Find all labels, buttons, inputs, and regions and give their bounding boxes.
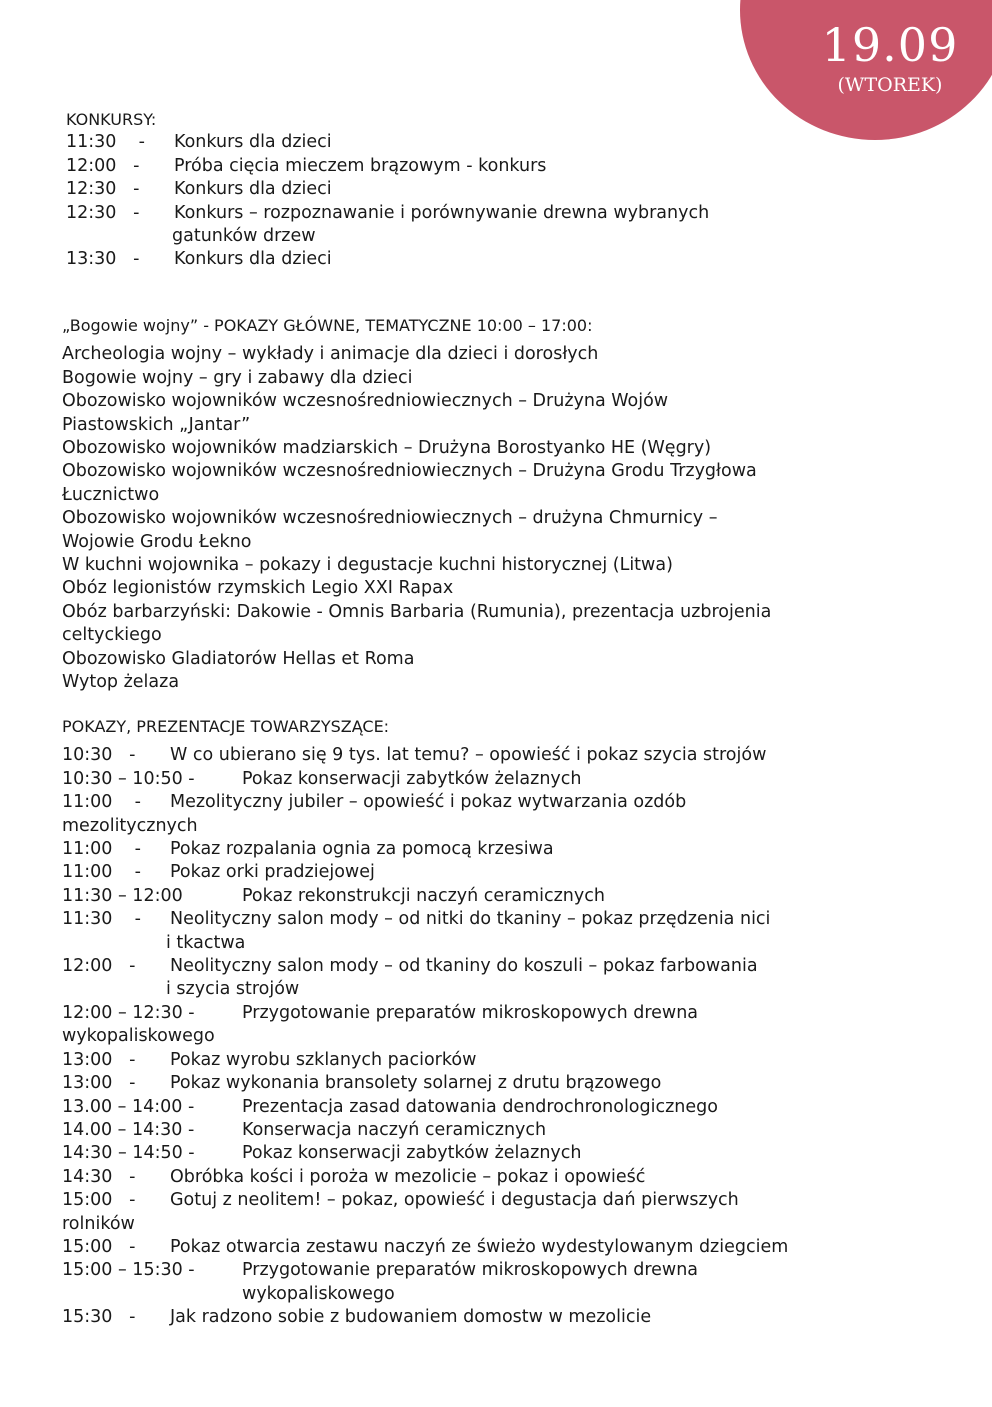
- schedule-row: [66, 248, 709, 271]
- schedule-row: [62, 791, 788, 814]
- row-time: 15:30 -: [62, 1307, 136, 1328]
- section-pokazy-glowne: [62, 314, 771, 695]
- schedule-row: [62, 955, 788, 978]
- row-continuation: i szycia strojów: [166, 979, 300, 1000]
- row-time: 13:00 -: [62, 1073, 136, 1094]
- row-wrap: wykopaliskowego: [62, 1026, 215, 1047]
- schedule-row: [62, 1142, 788, 1165]
- row-time: 13.00 – 14:00 -: [62, 1096, 195, 1117]
- row-text: Pokaz wyrobu szklanych paciorków: [170, 1049, 477, 1070]
- schedule-row: [62, 1072, 788, 1095]
- program-line: Piastowskich „Jantar”: [62, 414, 251, 435]
- schedule-row: [62, 908, 788, 931]
- program-line: Obozowisko wojowników wczesnośredniowiecznych – Drużyna Wojów: [62, 391, 669, 412]
- program-line: Obozowisko wojowników wczesnośredniowiecznych – Drużyna Grodu Trzygłowa: [62, 461, 757, 482]
- schedule-row: [62, 1002, 788, 1025]
- row-time: 15:00 -: [62, 1190, 136, 1211]
- schedule-row: [62, 1049, 788, 1072]
- row-text: Pokaz wykonania bransolety solarnej z drutu brązowego: [170, 1073, 662, 1094]
- section-heading: KONKURSY:: [66, 110, 157, 129]
- schedule-row: [66, 178, 709, 201]
- schedule-row: [62, 1189, 788, 1212]
- row-text: Jak radzono sobie z budowaniem domostw w mezolicie: [170, 1307, 652, 1328]
- row-text: Prezentacja zasad datowania dendrochronologicznego: [242, 1096, 718, 1117]
- schedule-row: [66, 131, 709, 154]
- pokazy-towarzyszace-list: [62, 744, 788, 1329]
- program-line: Obóz barbarzyński: Dakowie - Omnis Barbaria (Rumunia), prezentacja uzbrojenia: [62, 601, 772, 622]
- row-wrap: rolników: [62, 1213, 135, 1234]
- schedule-row: [62, 744, 788, 767]
- section-heading: „Bogowie wojny” - POKAZY GŁÓWNE, TEMATYCZNE 10:00 – 17:00:: [62, 316, 593, 335]
- row-text: Obróbka kości i poroża w mezolicie – pokaz i opowieść: [170, 1166, 646, 1187]
- row-text: Mezolityczny jubiler – opowieść i pokaz wytwarzania ozdób: [170, 792, 687, 813]
- row-continuation: i tkactwa: [166, 932, 246, 953]
- row-text: Próba cięcia mieczem brązowym - konkurs: [174, 155, 547, 176]
- schedule-row: [62, 838, 788, 861]
- schedule-row: [62, 1306, 788, 1329]
- row-time: 11:00 -: [62, 792, 141, 813]
- program-line: W kuchni wojownika – pokazy i degustacje kuchni historycznej (Litwa): [62, 555, 673, 576]
- row-time: 10:30 -: [62, 745, 136, 766]
- schedule-row: [62, 885, 788, 908]
- row-time: 14.00 – 14:30 -: [62, 1119, 195, 1140]
- section-pokazy-towarzyszace: [62, 715, 788, 1330]
- row-text: Gotuj z neolitem! – pokaz, opowieść i degustacja dań pierwszych: [170, 1190, 739, 1211]
- row-time: 12:00 -: [62, 956, 136, 977]
- row-time: 15:00 -: [62, 1236, 136, 1257]
- row-continuation: gatunków drzew: [172, 226, 316, 247]
- row-text: Pokaz konserwacji zabytków żelaznych: [242, 1143, 582, 1164]
- row-time: 13:00 -: [62, 1049, 136, 1070]
- row-text: Konkurs dla dzieci: [174, 132, 332, 153]
- badge-date: 19.09: [821, 18, 959, 72]
- row-time: 14:30 -: [62, 1166, 136, 1187]
- program-line: Obozowisko Gladiatorów Hellas et Roma: [62, 648, 415, 669]
- row-text: Przygotowanie preparatów mikroskopowych drewna: [242, 1002, 699, 1023]
- row-time: 12:30 -: [66, 202, 140, 223]
- row-time: 11:00 -: [62, 862, 141, 883]
- row-time: 12:30 -: [66, 179, 140, 200]
- program-line: Archeologia wojny – wykłady i animacje dla dzieci i dorosłych: [62, 344, 599, 365]
- row-text: Neolityczny salon mody – od tkaniny do koszuli – pokaz farbowania: [170, 956, 758, 977]
- schedule-row: [62, 1096, 788, 1119]
- row-text: Neolityczny salon mody – od nitki do tkaniny – pokaz przędzenia nici: [170, 909, 771, 930]
- program-line: Obozowisko wojowników madziarskich – Drużyna Borostyanko HE (Węgry): [62, 438, 712, 459]
- badge-day: (WTOREK): [837, 74, 943, 96]
- row-time: 12:00 -: [66, 155, 140, 176]
- program-line: Łucznictwo: [62, 484, 160, 505]
- row-time: 11:30 – 12:00: [62, 885, 183, 906]
- program-line: Bogowie wojny – gry i zabawy dla dzieci: [62, 367, 413, 388]
- row-time: 11:30 -: [66, 132, 145, 153]
- row-text: Pokaz rekonstrukcji naczyń ceramicznych: [242, 885, 605, 906]
- row-text: W co ubierano się 9 tys. lat temu? – opowieść i pokaz szycia strojów: [170, 745, 767, 766]
- schedule-row: [66, 155, 709, 178]
- konkursy-list: [66, 131, 709, 271]
- section-heading: POKAZY, PREZENTACJE TOWARZYSZĄCE:: [62, 717, 390, 736]
- pokazy-glowne-list: [62, 343, 771, 694]
- program-line: celtyckiego: [62, 625, 162, 646]
- row-time: 15:00 – 15:30 -: [62, 1260, 195, 1281]
- row-time: 11:00 -: [62, 839, 141, 860]
- program-line: Obozowisko wojowników wczesnośredniowiecznych – drużyna Chmurnicy –: [62, 508, 718, 529]
- row-time: 13:30 -: [66, 249, 140, 270]
- section-konkursy: [66, 108, 709, 272]
- schedule-row: [62, 1166, 788, 1189]
- program-line: Wytop żelaza: [62, 672, 180, 693]
- row-text: Przygotowanie preparatów mikroskopowych drewna: [242, 1260, 699, 1281]
- schedule-row: [62, 861, 788, 884]
- row-text: Konkurs – rozpoznawanie i porównywanie drewna wybranych: [174, 202, 710, 223]
- schedule-row: [62, 1259, 788, 1282]
- row-text: Konkurs dla dzieci: [174, 179, 332, 200]
- row-time: 10:30 – 10:50 -: [62, 768, 195, 789]
- row-text: Pokaz rozpalania ognia za pomocą krzesiwa: [170, 839, 554, 860]
- schedule-row: [62, 1236, 788, 1259]
- row-text: Konkurs dla dzieci: [174, 249, 332, 270]
- program-line: Wojowie Grodu Łekno: [62, 531, 252, 552]
- schedule-row: [66, 202, 709, 225]
- row-text: Pokaz orki pradziejowej: [170, 862, 375, 883]
- row-time: 11:30 -: [62, 909, 141, 930]
- row-time: 14:30 – 14:50 -: [62, 1143, 195, 1164]
- row-wrap: mezolitycznych: [62, 815, 198, 836]
- row-text: Pokaz konserwacji zabytków żelaznych: [242, 768, 582, 789]
- row-continuation: wykopaliskowego: [242, 1283, 395, 1304]
- row-text: Konserwacja naczyń ceramicznych: [242, 1119, 547, 1140]
- program-line: Obóz legionistów rzymskich Legio XXI Rapax: [62, 578, 454, 599]
- row-text: Pokaz otwarcia zestawu naczyń ze świeżo wydestylowanym dziegciem: [170, 1236, 789, 1257]
- schedule-row: [62, 768, 788, 791]
- schedule-row: [62, 1119, 788, 1142]
- row-time: 12:00 – 12:30 -: [62, 1002, 195, 1023]
